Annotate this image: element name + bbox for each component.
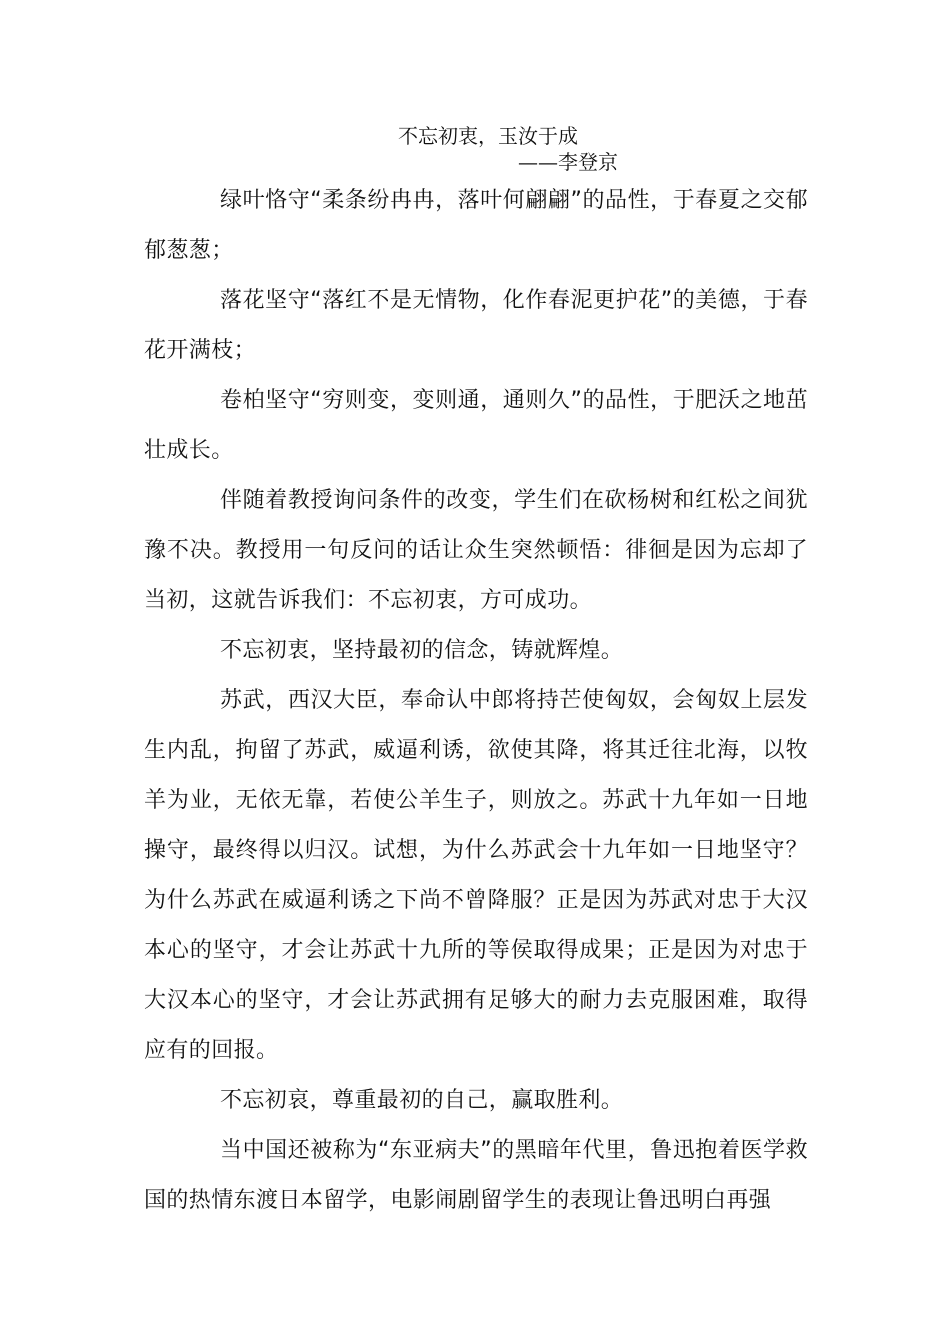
paragraph: 不忘初哀，尊重最初的自己，赢取胜利。 — [220, 1088, 624, 1113]
paragraph: 卷柏坚守“穷则变，变则通，通则久”的品性，于肥沃之地茁壮成长。 — [144, 388, 808, 463]
paragraph: 伴随着教授询问条件的改变，学生们在砍杨树和红松之间犹豫不决。教授用一句反问的话让众生突然顿悟：徘徊是因为忘却了当初，这就告诉我们：不忘初衷，方可成功。 — [144, 488, 808, 613]
essay-body — [144, 176, 808, 1226]
paragraph: 当中国还被称为“东亚病夫”的黑暗年代里，鲁迅抱着医学救国的热情东渡日本留学，电影闹剧留学生的表现让鲁迅明白再强 — [144, 1138, 808, 1213]
essay-author: ——李登京 — [518, 150, 618, 174]
paragraph: 绿叶恪守“柔条纷冉冉，落叶何翩翩”的品性，于春夏之交郁郁葱葱； — [144, 188, 808, 263]
essay-title: 不忘初衷，玉汝于成 — [398, 124, 578, 148]
paragraph: 不忘初衷，坚持最初的信念，铸就辉煌。 — [220, 638, 624, 663]
paragraph: 苏武，西汉大臣，奉命认中郎将持芒使匈奴，会匈奴上层发生内乱，拘留了苏武，威逼利诱，欲使其降，将其迁往北海，以牧羊为业，无依无靠，若使公羊生子，则放之。苏武十九年如一日地操守，最终得以归汉。试想，为什么苏武会十九年如一日地坚守？为什么苏武在威逼利诱之下尚不曾降服？正是因为苏武对忠于大汉本心的坚守，才会让苏武十九所的等侯取得成果；正是因为对忠于大汉本心的坚守，才会让苏武拥有足够大的耐力去克服困难，取得应有的回报。 — [144, 688, 808, 1063]
paragraph: 落花坚守“落红不是无情物，化作春泥更护花”的美德，于春花开满枝； — [144, 288, 808, 363]
